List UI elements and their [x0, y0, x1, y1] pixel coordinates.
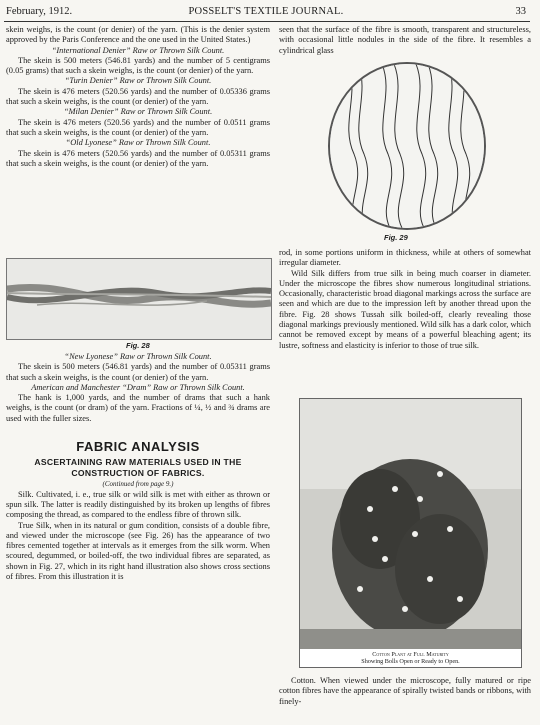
left_mid-paragraph-3: The hank is 1,000 yards, and the number of drams that such a hank weighs, is the count (or dram) of the yarn. Fractions of ¼, ½ and ¾ drams are used with the fuller sizes. — [6, 393, 270, 423]
page-number: 33 — [515, 6, 526, 17]
right-mid-text — [279, 248, 531, 351]
issue-date: February, 1912. — [6, 6, 73, 17]
left_top-paragraph-6: The skein is 476 meters (520.56 yards) and the number of 0.0511 grams that such a skein weighs, is the count (or denier) of the yarn. — [6, 117, 270, 137]
left-mid-text — [6, 352, 270, 424]
cotton-plant-photo — [299, 398, 522, 668]
left_top-paragraph-8: The skein is 476 meters (520.56 yards) and the number of 0.05311 grams that such a skein weighs, is the count (or denier) of the yarn. — [6, 148, 270, 168]
left-top-text — [6, 25, 270, 169]
photo-caption-line-1: Cotton Plant at Full Maturity — [372, 651, 449, 658]
section-heading: FABRIC ANALYSIS — [76, 439, 200, 455]
header-rule — [4, 21, 530, 22]
journal-title: POSSELT'S TEXTILE JOURNAL. — [188, 6, 344, 17]
right_mid-paragraph-0: rod, in some portions uniform in thickness, while at others of somewhat irregular diameter. — [279, 248, 531, 268]
continued-note: (Continued from page 9.) — [102, 480, 174, 489]
left-bottom-text — [6, 490, 270, 583]
cotton-paragraph: Cotton. When viewed under the microscope, fully matured or ripe cotton fibres have the appearance of spirally twisted bands or ribbons, with finely- — [279, 676, 531, 706]
running-header — [6, 6, 526, 20]
left_mid-paragraph-2: American and Manchester “Dram” Raw or Thrown Silk Count. — [31, 382, 245, 392]
figure-29-caption: Fig. 29 — [384, 233, 408, 242]
right-middle-column — [279, 248, 531, 351]
left_mid-paragraph-0: “New Lyonese” Raw or Thrown Silk Count. — [64, 352, 212, 361]
left_mid-paragraph-1: The skein is 500 meters (546.81 yards) and the number of 0.05311 grams that such a skein weighs, is the count (or denier) of the yarn. — [6, 362, 270, 382]
left_top-paragraph-2: The skein is 500 meters (546.81 yards) and the number of 5 centigrams (0.05 grams) that such a skein weighs, is the count (or denier) of the yarn. — [6, 55, 270, 76]
left_top-paragraph-4: The skein is 476 meters (520.56 yards) and the number of 0.05336 grams that such a skein weighs, is the count (or denier) of the yarn. — [6, 86, 270, 107]
figure-28-image — [6, 258, 272, 340]
left-column — [6, 25, 270, 169]
left-middle-column — [6, 352, 270, 582]
right-top-paragraph: seen that the surface of the fibre is smooth, transparent and structureless, with occasional little nodules in the side of the fibre. It resembles a cylindrical glass — [279, 25, 531, 55]
photo-caption-line-2: Showing Bolls Open or Ready to Open. — [361, 658, 460, 665]
left_bottom-paragraph-0: Silk. Cultivated, i. e., true silk or wild silk is met with either as thrown or spun silk. The latter is readily distinguished by its broken up lengths of fibres composing the thread, as compared to the endless fibre of thrown silk. — [6, 489, 270, 520]
left_top-paragraph-3: “Turin Denier” Raw or Thrown Silk Count. — [64, 76, 212, 86]
figure-28-caption: Fig. 28 — [126, 341, 150, 350]
left_bottom-paragraph-1: True Silk, when in its natural or gum condition, consists of a double fibre, and viewed under the microscope (see Fig. 26) has the appearance of two fibres cemented together at intervals as it emerges from the silk worm. When scoured, degummed, or boiled-off, the two individual fibres are separated, as shown in Fig. 27, which in its right hand illustration also shows cross sections of fibres. From this illustration it is — [6, 520, 270, 582]
right-bottom-column — [279, 676, 531, 707]
left_top-paragraph-7: “Old Lyonese” Raw or Thrown Silk Count. — [65, 138, 211, 148]
left_top-paragraph-5: “Milan Denier” Raw or Thrown Silk Count. — [63, 107, 213, 117]
right_mid-paragraph-1: Wild Silk differs from true silk in being much coarser in diameter. Under the microscope the fibres show numerous longitudinal striations. Occasionally, characteristic broad diagonal markings across the surface are seen and which are due to the impression left by another thread upon the fibre. Fig. 28 shows Tussah silk boiled-off, clearly revealing those diagonal markings previously mentioned. Wild silk has a dark color, which cannot be removed except by means of a powerful bleaching agent; its lustre, softness and elasticity is inferior to those of true silk. — [279, 268, 531, 350]
left_top-paragraph-1: “International Denier” Raw or Thrown Silk Count. — [51, 45, 225, 55]
sub-heading: ASCERTAINING RAW MATERIALS USED IN THE CONSTRUCTION OF FABRICS. — [34, 457, 242, 479]
right-column — [279, 25, 531, 56]
left_top-paragraph-0: skein weighs, is the count (or denier) of the yarn. (This is the denier system approved by the Paris Conference and the one used in the United States.) — [6, 25, 270, 45]
figure-29-image — [328, 62, 486, 230]
